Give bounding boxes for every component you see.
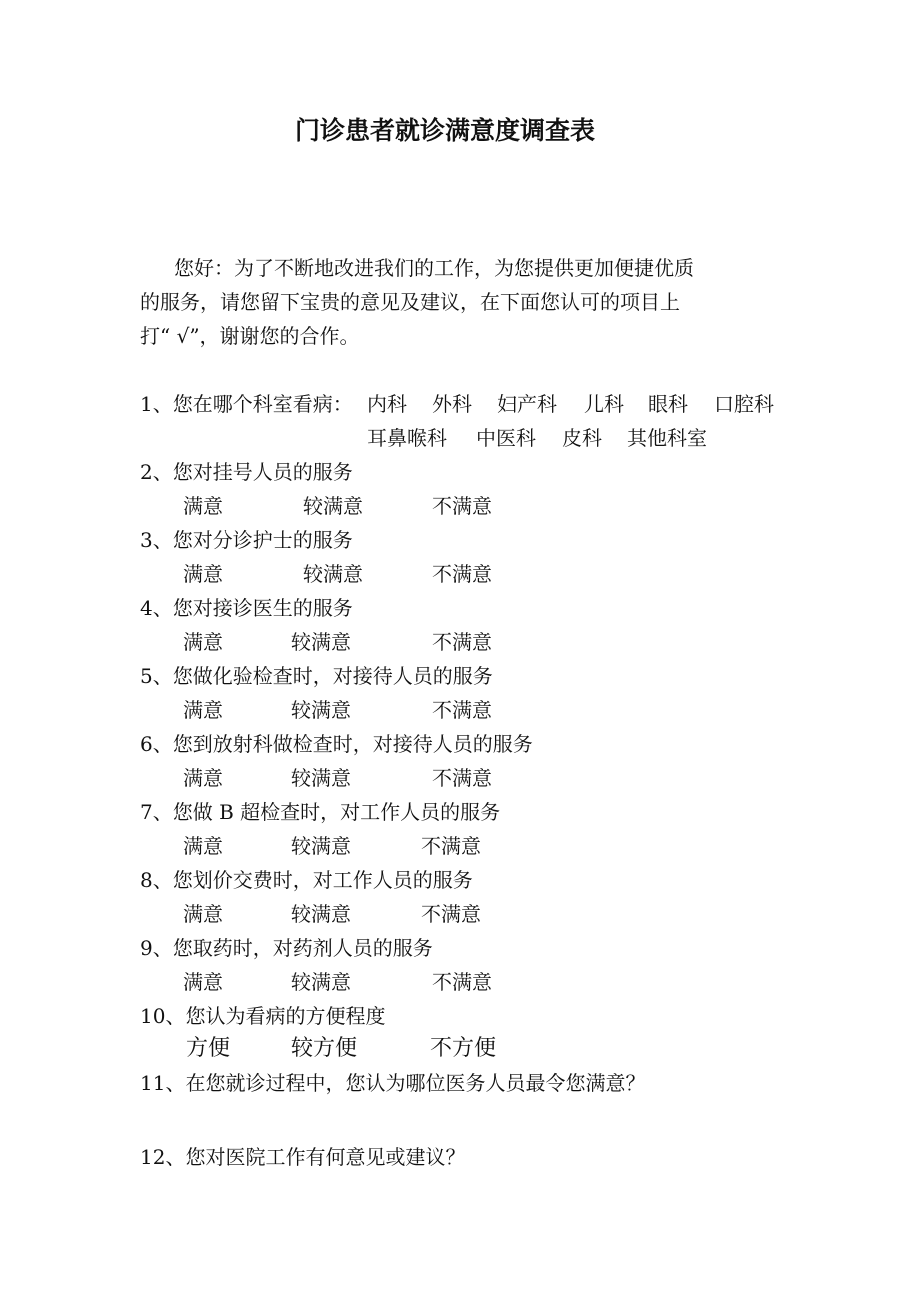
option[interactable]: 不方便 [430, 1036, 497, 1061]
option[interactable]: 较满意 [291, 766, 351, 790]
option[interactable]: 满意 [183, 902, 223, 926]
option[interactable]: 满意 [183, 766, 223, 790]
option[interactable]: 不满意 [432, 766, 492, 790]
option[interactable]: 眼科 [648, 392, 688, 416]
option[interactable]: 口腔科 [714, 392, 774, 416]
intro-line: 打“ √”，谢谢您的合作。 [140, 324, 360, 348]
option[interactable]: 不满意 [421, 902, 481, 926]
option[interactable]: 满意 [183, 494, 223, 518]
option[interactable]: 满意 [183, 562, 223, 586]
option[interactable]: 较满意 [291, 834, 351, 858]
option[interactable]: 较满意 [291, 698, 351, 722]
question-8-label: 8、您划价交费时，对工作人员的服务 [140, 868, 473, 892]
intro-line: 的服务，请您留下宝贵的意见及建议，在下面您认可的项目上 [140, 290, 680, 314]
option[interactable]: 较满意 [291, 902, 351, 926]
option[interactable]: 不满意 [432, 562, 492, 586]
question-11-label: 11、在您就诊过程中，您认为哪位医务人员最令您满意？ [140, 1071, 646, 1095]
option[interactable]: 方便 [186, 1036, 231, 1061]
question-12-label: 12、您对医院工作有何意见或建议？ [140, 1145, 466, 1169]
option[interactable]: 较满意 [291, 970, 351, 994]
option[interactable]: 外科 [432, 392, 472, 416]
intro-line: 您好：为了不断地改进我们的工作，为您提供更加便捷优质 [174, 256, 694, 280]
question-5-label: 5、您做化验检查时，对接待人员的服务 [140, 664, 493, 688]
question-7-label: 7、您做 B 超检查时，对工作人员的服务 [140, 800, 501, 824]
option[interactable]: 不满意 [432, 494, 492, 518]
option[interactable]: 较满意 [303, 494, 363, 518]
option[interactable]: 耳鼻喉科 [367, 426, 447, 450]
option[interactable]: 内科 [367, 392, 407, 416]
option[interactable]: 较满意 [291, 630, 351, 654]
option[interactable]: 满意 [183, 698, 223, 722]
option[interactable]: 不满意 [432, 630, 492, 654]
option[interactable]: 满意 [183, 630, 223, 654]
question-2-label: 2、您对挂号人员的服务 [140, 460, 353, 484]
question-9-label: 9、您取药时，对药剂人员的服务 [140, 936, 433, 960]
option[interactable]: 较满意 [303, 562, 363, 586]
option[interactable]: 皮科 [562, 426, 602, 450]
page-title: 门诊患者就诊满意度调查表 [294, 116, 595, 145]
option[interactable]: 不满意 [432, 698, 492, 722]
option[interactable]: 不满意 [421, 834, 481, 858]
option[interactable]: 中医科 [476, 426, 536, 450]
question-10-label: 10、您认为看病的方便程度 [140, 1004, 386, 1028]
question-1-label: 1、您在哪个科室看病： [140, 392, 353, 416]
question-4-label: 4、您对接诊医生的服务 [140, 596, 353, 620]
option[interactable]: 较方便 [291, 1036, 358, 1061]
option[interactable]: 儿科 [584, 392, 624, 416]
option[interactable]: 满意 [183, 834, 223, 858]
option[interactable]: 其他科室 [627, 426, 707, 450]
question-6-label: 6、您到放射科做检查时，对接待人员的服务 [140, 732, 533, 756]
option[interactable]: 妇产科 [497, 392, 557, 416]
option[interactable]: 不满意 [432, 970, 492, 994]
option[interactable]: 满意 [183, 970, 223, 994]
question-3-label: 3、您对分诊护士的服务 [140, 528, 353, 552]
